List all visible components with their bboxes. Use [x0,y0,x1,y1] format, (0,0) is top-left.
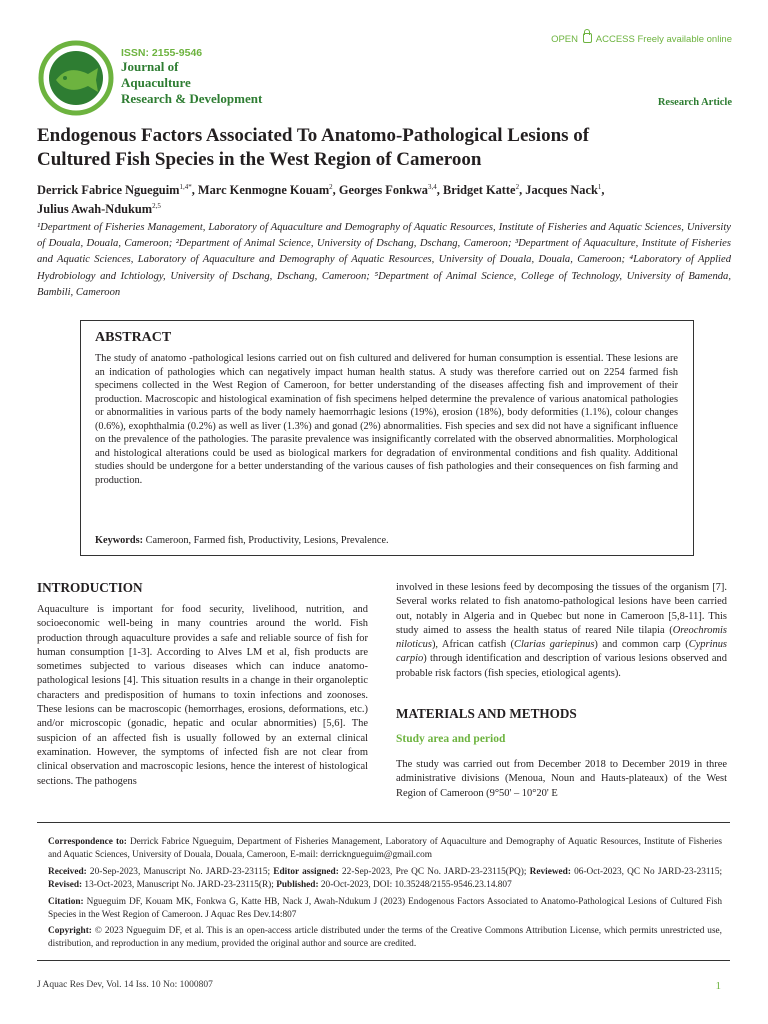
correspondence: Correspondence to: Derrick Fabrice Ngueguim, Department of Fisheries Management, Laboratory of Aquaculture and Demography of Aquatic Resources, Institute of Fisheries and Aquatic Sciences, University of Douala, Douala, Cameroon, E-mail: derrickngueguim@gmail.com [48,837,722,860]
article-title [37,124,737,172]
keywords-label: Keywords: [95,535,144,546]
author: Marc Kenmogne Kouam$^2$ [197,183,333,198]
keywords-list: Cameroon, Farmed fish, Productivity, Lesions, Prevalence. [145,535,389,546]
abstract-text: The study of anatomo -pathological lesions carried out on fish cultured and delivered for human consumption is essential. These lesions are an indication of pathologies which can negatively impact human health status. A study was therefore carried out on 2254 farmed fish specimens collected in the West Region of Cameroon, for better understanding of the diseases affecting fish and improvement of their production. Macroscopic and histological examination of fish specimens helped determine the prevalence of various anatomical pathologies or abnormalities in various parts of the body namely haemorrhagic lesions (19%), erosion (18%), body deformities (1.1%), colour changes (0.6%), exophthalmia (0.2%) as well as liver (1.3%) and gonad (2%) abnormalities. Fish species and sex did not have a significant influence on the prevalence of the pathologies. The parasite prevalence was insignificantly correlated with the observed abnormalities. Morphological and histological alterations could be used as biological markers for degradation of environmental conditions and fish quality. Additional studies should be undergone for a better understanding of the various causes of fish pathologies and their consequences on fish farming and production. [95,353,678,486]
subsection-heading: Study area and period [396,733,506,745]
abstract-heading: ABSTRACT [95,330,172,345]
keywords [95,535,678,546]
methods-text: The study was carried out from December 2018 to December 2019 in three administrative divisions (Menoua, Noun and Hauts-plateaux) of the West Region of Cameroon (9°50' – 10°20' E [396,759,727,799]
species-name: Oreochromis niloticus [396,624,727,651]
journal-name-line2: Aquaculture [121,75,191,90]
page-number: 1 [715,980,721,992]
author: Julius Awah-Ndukum$^{2,5}$ [37,201,161,216]
issn: ISSN: 2155-9546 [121,47,203,59]
title-line2: Cultured Fish Species in the West Region of Cameroon [37,149,482,170]
introduction-heading: INTRODUCTION [37,580,143,595]
article-dates: Received: 20-Sep-2023, Manuscript No. JARD-23-23115; Editor assigned: 22-Sep-2023, Pre QC No. JARD-23-23115(PQ); Reviewed: 06-Oct-2023, QC No JARD-23-23115; Revised: 13-Oct-2023, Manuscript No. JARD-23-23115(R); Published: 20-Oct-2023, DOI: 10.35248/2155-9546.23.14.807 [48,867,723,890]
copyright: Copyright: © 2023 Ngueguim DF, et al. This is an open-access article distributed under the terms of the Creative Commons Attribution License, which permits unrestricted use, distribution, and reproduction in any medium, provided the original author and source are credited. [48,926,723,949]
article-type: Research Article [657,97,732,108]
title-line1: Endogenous Factors Associated To Anatomo-Pathological Lesions of [37,125,590,146]
journal-name-line1: Journal of [121,59,179,74]
species-name: Clarias gariepinus [513,639,595,651]
open-lock-icon [583,33,592,43]
introduction-text: Aquaculture is important for food security, livelihood, nutrition, and socioeconomic well-being in many countries around the world. Fish production through aquaculture provides a safe and reliable source of fish for human consumption [1-3]. According to Alves LM et al, fish products are sometimes subjected to various diseases which can induce anatomo-pathological lesions [4]. This situation results in a change in their organoleptic characters and predisposition of humans to toxin infections and zoonoses. These lesions can be macroscopic (hemorrhages, erosions, deformations, etc.) and/or microscopic (gonadic, hepatic and ocular abnormities) [5,6]. The suspicion of an affected fish is usually followed by an external clinical examination. However, the symptoms of infected fish are not clear from clinical observation and macroscopic lesions, hence the interest of histological sections. The pathogens [37,604,368,787]
author: Jacques Nack$^1$ [525,183,602,198]
journal-reference: J Aquac Res Dev, Vol. 14 Iss. 10 No: 1000807 [37,980,213,990]
divider [37,822,730,823]
citation: Citation: Ngueguim DF, Kouam MK, Fonkwa G, Katte HB, Nack J, Awah-Ndukum J (2023) Endogenous Factors Associated to Anatomo-Pathological Lesions of Cultured Fish Species in the West Region of Cameroon. J Aquac Res Dev.14:807 [48,897,722,920]
species-name: Cyprinus carpio [396,639,727,665]
journal-name-line3: Research & Development [121,91,263,106]
author: Georges Fonkwa$^{3,4}$ [338,183,437,198]
intro-continued-text: involved in these lesions feed by decomposing the tissues of the organism [7]. Several works related to fish anatomo-pathological lesions have been carried out, notably in Algeria and in Quebec but none in Cameroon [5,8-11]. This study aimed to assess the health status of reared Nile tilapia (Oreochromis niloticus), African catfish (Clarias gariepinus) and common carp (Cyprinus carpio) through identification and description of various lesions observed and probable risk factors (fish species, etiological agents). [396,582,727,679]
divider [37,960,730,961]
author-list: Derrick Fabrice Ngueguim$^{1,4*}$, Marc Kenmogne Kouam$^2$, Georges Fonkwa$^{3,4}$, Bridget Katte$^2$, Jacques Nack$^1$, Julius Awah-Ndukum$^{2,5}$ [37,183,605,216]
author: Derrick Fabrice Ngueguim$^{1,4*}$ [37,183,192,198]
methods-heading: MATERIALS AND METHODS [396,706,577,721]
open-access-text: ACCESS Freely available online [595,34,732,45]
author: Bridget Katte$^2$ [442,183,520,198]
affiliations: ¹Department of Fisheries Management, Laboratory of Aquaculture and Demography of Aquatic Resources, Institute of Fisheries and Aquatic Sciences, University of Douala, Douala, Cameroon; ²Department of Animal Science, University of Dschang, Dschang, Cameroon; ³Department of Aquaculture, Institute of Fisheries and Aquatic Sciences, Laboratory of Aquaculture and Demography of Aquatic Resources, University of Douala, Douala, Cameroon; ⁴Laboratory of Applied Hydrobiology and Ichtiology, University of Dschang, Dschang, Cameroon; ⁵Department of Animal Science, College of Technology, University of Bamenda, Bambili, Cameroon [37,222,731,298]
journal-name [121,59,262,107]
open-access-badge [551,33,732,45]
journal-logo-icon [38,40,114,116]
open-access-word: OPEN [551,34,578,45]
